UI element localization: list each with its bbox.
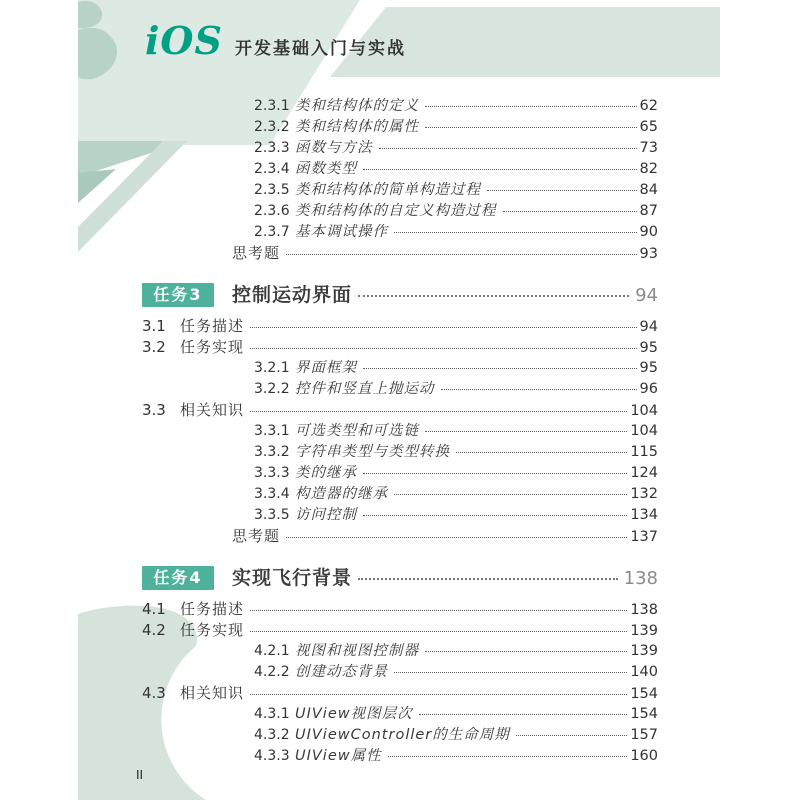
toc-entry-number: 4.2.2 — [254, 664, 290, 680]
toc-task-title: 控制运动界面 — [232, 284, 353, 306]
dot-leader — [516, 735, 628, 736]
toc-page-ref: 124 — [630, 465, 658, 481]
toc-entry-row — [142, 746, 658, 767]
toc-entry-title: 字符串类型与类型转换 — [295, 444, 450, 460]
toc-page-ref: 140 — [630, 664, 658, 680]
toc-entry-title: UIViewController的生命周期 — [295, 727, 510, 743]
toc-entry-number: 4.3.2 — [254, 727, 290, 743]
toc-entry-title: 任务描述 — [180, 600, 245, 618]
toc-entry-title: 控件和竖直上抛运动 — [295, 381, 435, 397]
toc-entry-number: 4.2.1 — [254, 643, 290, 659]
toc-list — [142, 96, 658, 767]
toc-page-ref: 87 — [639, 203, 658, 219]
toc-entry-row — [142, 337, 658, 358]
toc-entry-title: 类和结构体的简单构造过程 — [295, 182, 481, 198]
toc-entry-title: UIView属性 — [295, 748, 382, 764]
toc-entry-number: 3.3.4 — [254, 486, 290, 502]
toc-entry-number: 3.1 — [142, 317, 166, 335]
dot-leader — [250, 610, 627, 611]
toc-page-ref: 62 — [639, 98, 658, 114]
task-badge: 任务3 — [142, 283, 214, 307]
toc-entry-title: UIView视图层次 — [295, 706, 413, 722]
toc-entry-title: 思考题 — [232, 527, 281, 545]
dot-leader — [363, 473, 627, 474]
toc-entry-row — [142, 704, 658, 725]
toc-entry-row — [142, 620, 658, 641]
toc-entry-number: 2.3.6 — [254, 203, 290, 219]
toc-page-ref: 157 — [630, 727, 658, 743]
dot-leader — [503, 211, 637, 212]
toc-page-ref: 82 — [639, 161, 658, 177]
toc-entry-row — [142, 725, 658, 746]
toc-page-ref: 132 — [630, 486, 658, 502]
toc-entry-number: 2.3.5 — [254, 182, 290, 198]
toc-page-ref: 139 — [630, 623, 658, 639]
toc-entry-row — [142, 117, 658, 138]
toc-page-ref: 104 — [630, 423, 658, 439]
toc-entry-number: 2.3.4 — [254, 161, 290, 177]
toc-entry-row — [142, 222, 658, 243]
toc-page-ref: 154 — [630, 686, 658, 702]
toc-entry-row — [142, 526, 658, 547]
toc-page-ref: 138 — [623, 568, 658, 589]
toc-task-heading-row — [142, 563, 658, 593]
dot-leader — [487, 190, 637, 191]
toc-page-ref: 93 — [639, 246, 658, 262]
toc-entry-title: 思考题 — [232, 244, 281, 262]
toc-page-ref: 90 — [639, 224, 658, 240]
toc-entry-row — [142, 138, 658, 159]
toc-page-ref: 139 — [630, 643, 658, 659]
toc-entry-row — [142, 599, 658, 620]
toc-entry-number: 4.3 — [142, 684, 166, 702]
toc-entry-title: 类和结构体的属性 — [295, 119, 419, 135]
dot-leader — [250, 327, 637, 328]
dot-leader — [425, 127, 637, 128]
page-number: II — [136, 768, 144, 782]
book-header — [145, 18, 406, 63]
toc-page-ref: 73 — [639, 140, 658, 156]
toc-page-ref: 134 — [630, 507, 658, 523]
dot-leader — [250, 694, 627, 695]
toc-entry-title: 可选类型和可选链 — [295, 423, 419, 439]
toc-task-heading-row — [142, 280, 658, 310]
toc-entry-row — [142, 243, 658, 264]
toc-page-ref: 137 — [630, 529, 658, 545]
toc-task-title: 实现飞行背景 — [232, 567, 353, 589]
toc-entry-row — [142, 358, 658, 379]
toc-entry-row — [142, 379, 658, 400]
toc-page-ref: 154 — [630, 706, 658, 722]
toc-page-ref: 104 — [630, 403, 658, 419]
toc-entry-title: 基本调试操作 — [295, 224, 388, 240]
toc-entry-row — [142, 484, 658, 505]
dot-leader — [363, 368, 637, 369]
toc-entry-row — [142, 400, 658, 421]
dot-leader — [250, 411, 627, 412]
toc-entry-row — [142, 505, 658, 526]
toc-entry-title: 任务描述 — [180, 317, 245, 335]
dot-leader — [363, 169, 637, 170]
toc-entry-number: 3.3.2 — [254, 444, 290, 460]
dot-leader — [286, 254, 637, 255]
toc-entry-row — [142, 316, 658, 337]
dot-leader — [456, 452, 627, 453]
dot-leader — [441, 389, 637, 390]
dot-leader — [358, 295, 629, 297]
toc-entry-number: 2.3.7 — [254, 224, 290, 240]
dot-leader — [363, 515, 627, 516]
toc-entry-title: 视图和视图控制器 — [295, 643, 419, 659]
toc-entry-number: 4.3.1 — [254, 706, 290, 722]
toc-entry-title: 界面框架 — [295, 360, 357, 376]
toc-entry-row — [142, 159, 658, 180]
toc-entry-number: 2.3.1 — [254, 98, 290, 114]
toc-page-ref: 95 — [639, 340, 658, 356]
toc-entry-number: 2.3.3 — [254, 140, 290, 156]
brand-subtitle: 开发基础入门与实战 — [234, 39, 406, 59]
dot-leader — [286, 537, 627, 538]
dot-leader — [250, 348, 637, 349]
dot-leader — [394, 232, 637, 233]
dot-leader — [425, 431, 627, 432]
toc-entry-number: 4.3.3 — [254, 748, 290, 764]
toc-entry-row — [142, 641, 658, 662]
toc-page-ref: 95 — [639, 360, 658, 376]
toc-entry-row — [142, 662, 658, 683]
toc-page-ref: 94 — [635, 285, 658, 306]
toc-entry-title: 类的继承 — [295, 465, 357, 481]
dot-leader — [419, 714, 628, 715]
toc-entry-row — [142, 683, 658, 704]
dot-leader — [425, 651, 627, 652]
toc-entry-row — [142, 421, 658, 442]
toc-entry-title: 相关知识 — [180, 684, 245, 702]
toc-entry-title: 函数与方法 — [295, 140, 373, 156]
toc-entry-title: 任务实现 — [180, 621, 245, 639]
toc-page-ref: 84 — [639, 182, 658, 198]
dot-leader — [358, 578, 618, 580]
toc-entry-number: 4.2 — [142, 621, 166, 639]
dot-leader — [379, 148, 637, 149]
toc-entry-title: 类和结构体的定义 — [295, 98, 419, 114]
toc-entry-number: 3.3 — [142, 401, 166, 419]
toc-entry-row — [142, 180, 658, 201]
toc-entry-number: 3.3.5 — [254, 507, 290, 523]
toc-page-ref: 96 — [639, 381, 658, 397]
toc-entry-row — [142, 201, 658, 222]
dot-leader — [425, 106, 637, 107]
toc-entry-title: 创建动态背景 — [295, 664, 388, 680]
brand-logo: iOS — [145, 18, 223, 63]
toc-entry-title: 访问控制 — [295, 507, 357, 523]
toc-entry-number: 2.3.2 — [254, 119, 290, 135]
dot-leader — [394, 672, 627, 673]
toc-entry-title: 构造器的继承 — [295, 486, 388, 502]
toc-entry-title: 任务实现 — [180, 338, 245, 356]
toc-entry-number: 3.2 — [142, 338, 166, 356]
toc-entry-row — [142, 463, 658, 484]
toc-entry-row — [142, 96, 658, 117]
task-badge: 任务4 — [142, 566, 214, 590]
toc-page-ref: 160 — [630, 748, 658, 764]
toc-page-ref: 115 — [630, 444, 658, 460]
toc-page-ref: 138 — [630, 602, 658, 618]
toc-page-ref: 65 — [639, 119, 658, 135]
dot-leader — [388, 756, 628, 757]
dot-leader — [250, 631, 627, 632]
toc-entry-number: 3.2.1 — [254, 360, 290, 376]
dot-leader — [394, 494, 627, 495]
toc-entry-title: 类和结构体的自定义构造过程 — [295, 203, 497, 219]
toc-entry-title: 相关知识 — [180, 401, 245, 419]
toc-entry-title: 函数类型 — [295, 161, 357, 177]
toc-entry-number: 3.2.2 — [254, 381, 290, 397]
toc-entry-row — [142, 442, 658, 463]
toc-entry-number: 4.1 — [142, 600, 166, 618]
toc-entry-number: 3.3.3 — [254, 465, 290, 481]
toc-entry-number: 3.3.1 — [254, 423, 290, 439]
toc-page-ref: 94 — [639, 319, 658, 335]
